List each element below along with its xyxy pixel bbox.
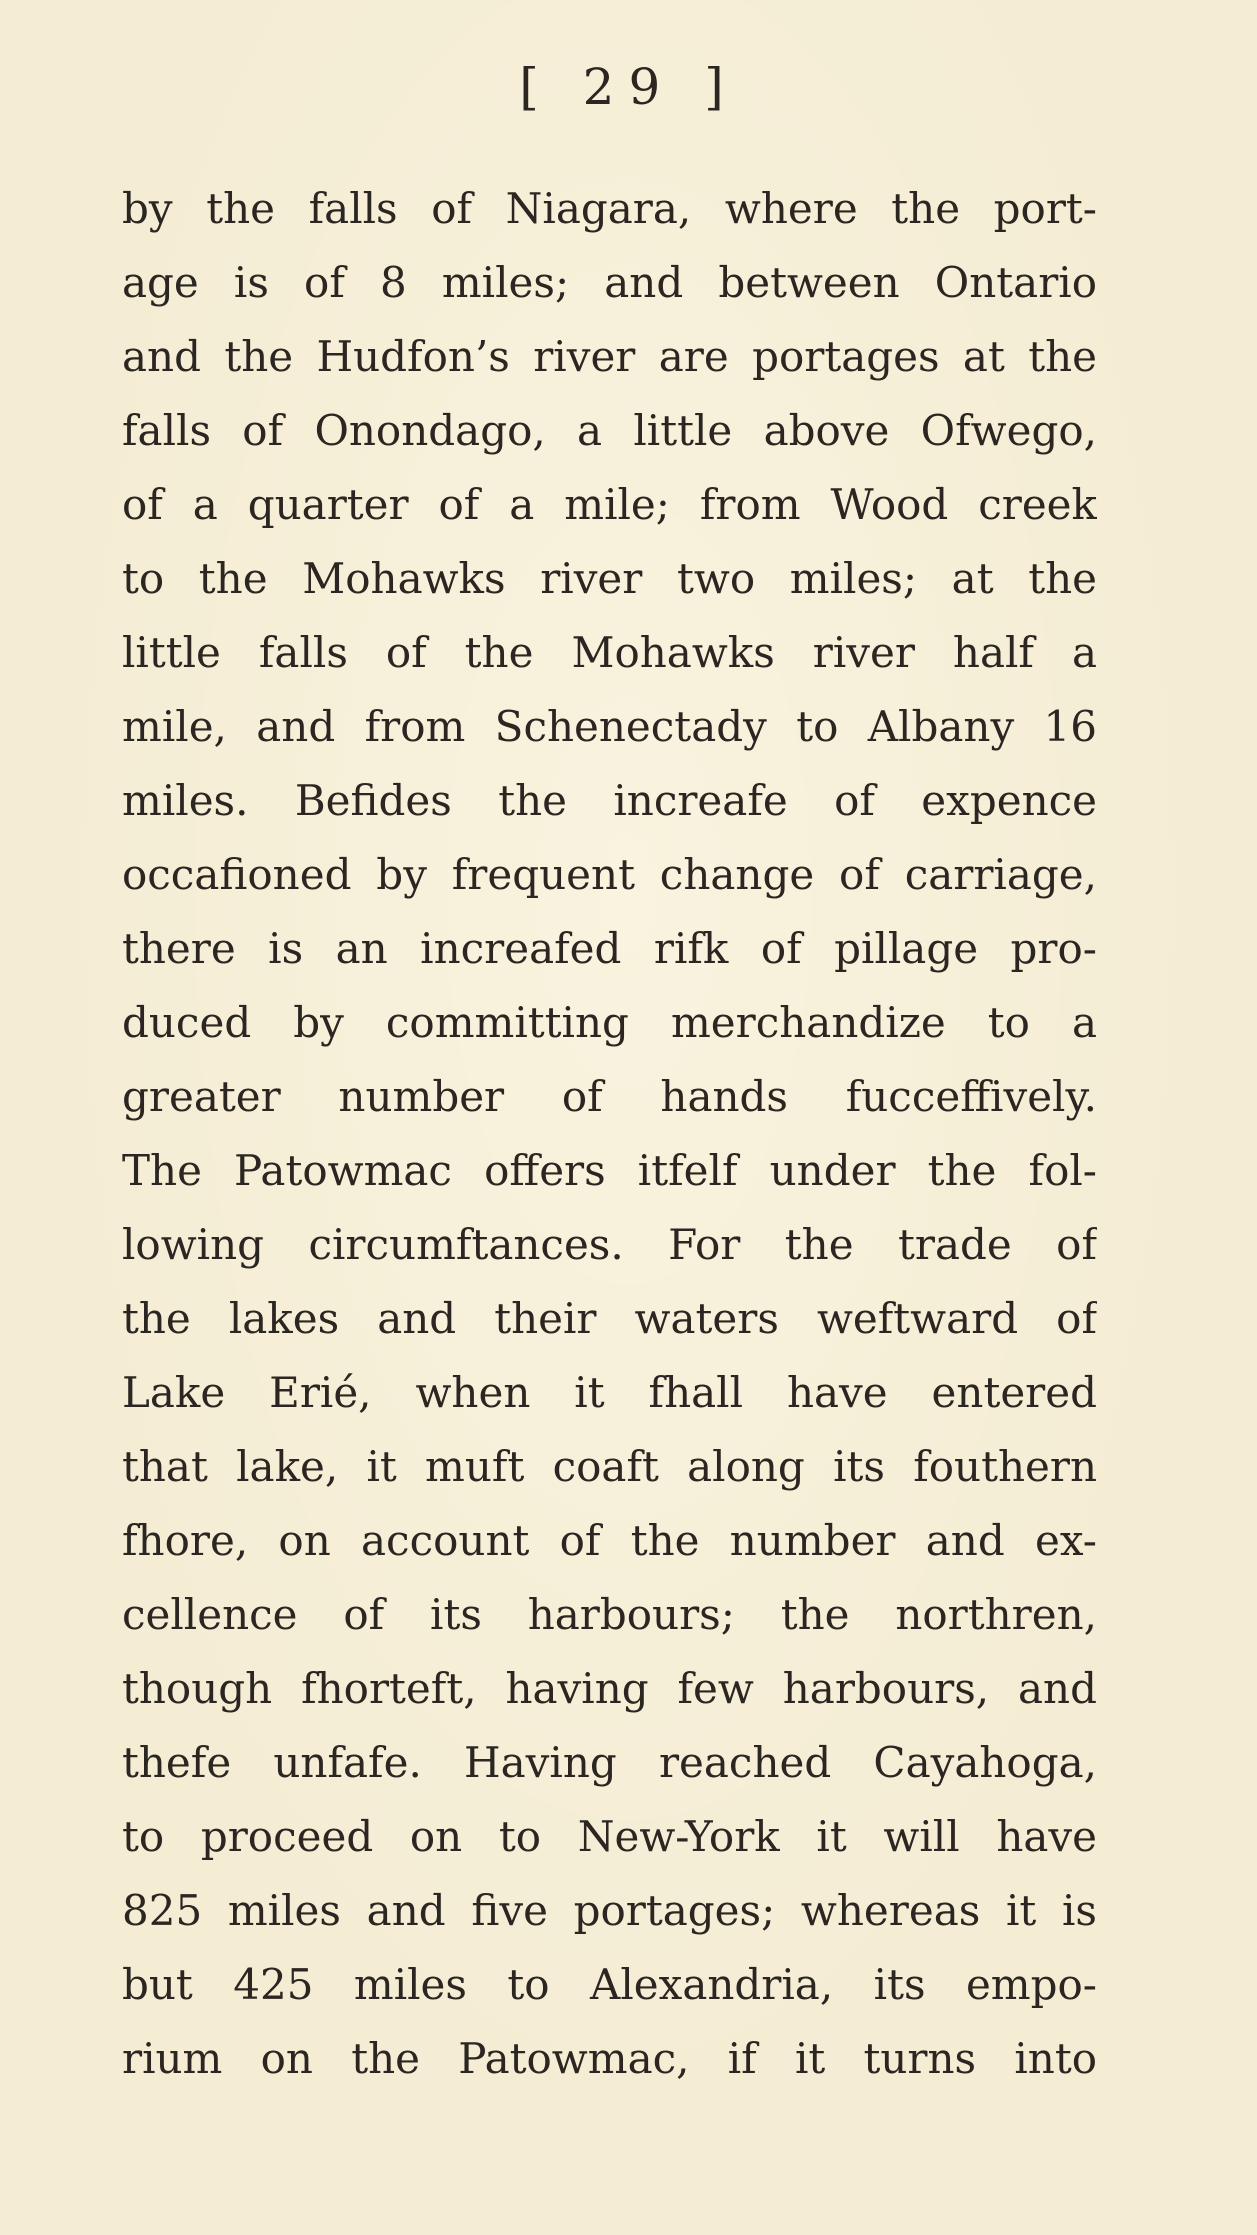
text-line: 825 miles and five portages; whereas it is (122, 1886, 1097, 1935)
text-line: of a quarter of a mile; from Wood creek (122, 480, 1097, 529)
text-line: thefe unfafe. Having reached Cayahoga, (122, 1738, 1097, 1787)
text-line: occafioned by frequent change of carriage, (122, 850, 1097, 899)
text-line: by the falls of Niagara, where the port- (122, 184, 1097, 233)
text-line: greater number of hands fucceffively. (122, 1072, 1097, 1121)
body-text (122, 172, 1097, 2096)
text-line: duced by committing merchandize to a (122, 998, 1097, 1047)
text-line: the lakes and their waters weftward of (122, 1294, 1097, 1343)
text-line: little falls of the Mohawks river half a (122, 628, 1097, 677)
text-line: to the Mohawks river two miles; at the (122, 554, 1097, 603)
page-number-header: [ 29 ] (519, 58, 738, 116)
text-line: The Patowmac offers itfelf under the fol- (122, 1146, 1097, 1195)
text-line: though fhorteft, having few harbours, and (122, 1664, 1097, 1713)
text-line: age is of 8 miles; and between Ontario (122, 258, 1097, 307)
text-line: miles. Befides the increafe of expence (122, 776, 1097, 825)
text-line: cellence of its harbours; the northren, (122, 1590, 1097, 1639)
text-line: fhore, on account of the number and ex- (122, 1516, 1097, 1565)
text-line: but 425 miles to Alexandria, its empo- (122, 1960, 1097, 2009)
text-line: falls of Onondago, a little above Ofwego, (122, 406, 1097, 455)
text-line: rium on the Patowmac, if it turns into (122, 2034, 1097, 2083)
text-line: there is an increafed rifk of pillage pro- (122, 924, 1097, 973)
text-line: and the Hudfon’s river are portages at the (122, 332, 1097, 381)
text-line: mile, and from Schenectady to Albany 16 (122, 702, 1097, 751)
text-line: to proceed on to New-York it will have (122, 1812, 1097, 1861)
text-line: that lake, it muft coaft along its fouthern (122, 1442, 1097, 1491)
text-line: lowing circumftances. For the trade of (122, 1220, 1097, 1269)
text-line: Lake Erié, when it fhall have entered (122, 1368, 1097, 1417)
